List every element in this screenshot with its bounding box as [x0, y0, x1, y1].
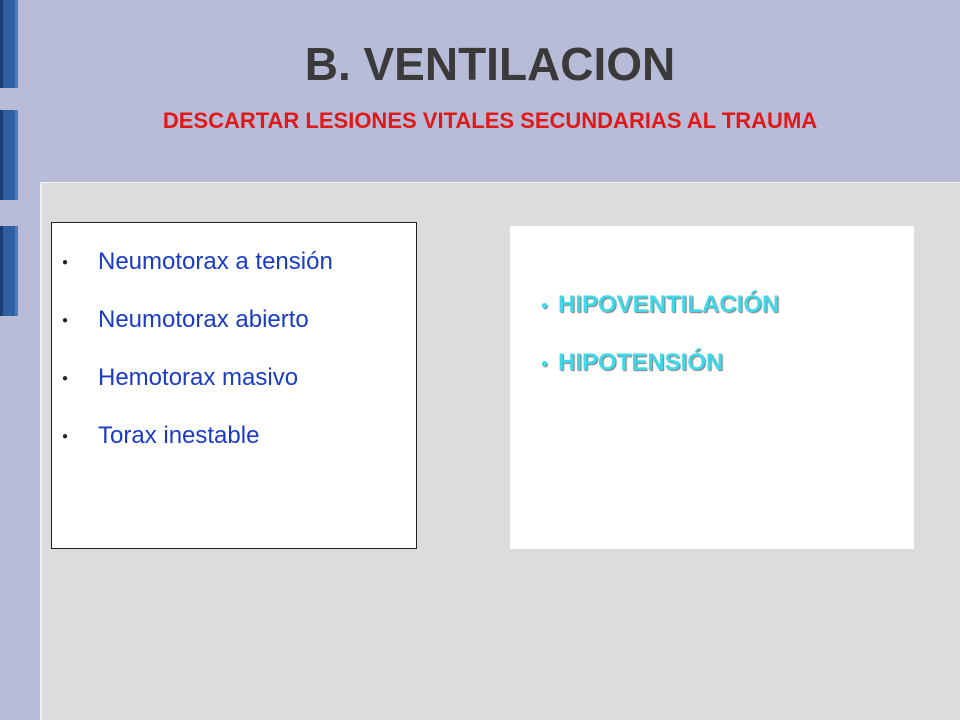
bullet-icon: ●: [62, 256, 69, 268]
list-item: [58, 407, 416, 465]
bullet-icon: ●: [62, 372, 69, 384]
bullet-icon: ●: [540, 298, 548, 312]
list-item: [518, 334, 914, 392]
right-bullet-list: [518, 276, 914, 392]
title-area: [40, 40, 940, 137]
list-item-label: Hemotorax masivo: [98, 364, 299, 391]
list-item-label: HIPOTENSIÓN: [558, 349, 724, 376]
list-item-label: HIPOVENTILACIÓN: [558, 291, 780, 318]
accent-bar-middle: [0, 110, 18, 200]
bullet-icon: ●: [62, 430, 69, 442]
list-item: [58, 291, 416, 349]
slide-title: B. VENTILACION: [304, 38, 676, 90]
left-list-box: [51, 222, 417, 549]
list-item: [58, 349, 416, 407]
bullet-icon: ●: [62, 314, 69, 326]
list-item-label: Neumotorax abierto: [98, 306, 309, 333]
left-bullet-list: [58, 233, 416, 465]
list-item-label: Neumotorax a tensión: [98, 248, 333, 275]
list-item: [58, 233, 416, 291]
list-item: [518, 276, 914, 334]
accent-bar-bottom: [0, 226, 18, 316]
slide-subtitle: DESCARTAR LESIONES VITALES SECUNDARIAS AL TRAUMA: [162, 108, 818, 134]
list-item-label: Torax inestable: [98, 422, 260, 449]
bullet-icon: ●: [540, 356, 548, 370]
right-list-box: [510, 226, 914, 549]
accent-bar-top: [0, 0, 18, 88]
